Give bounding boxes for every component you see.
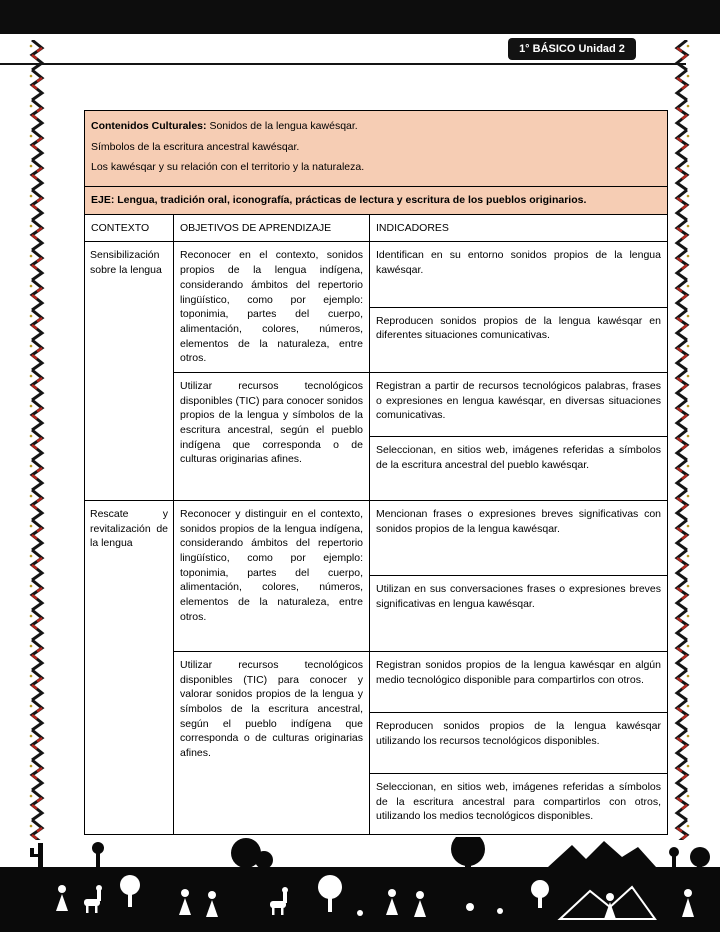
cultural-contents-row — [85, 111, 667, 187]
context-cell: Sensibilización sobre la lengua — [90, 249, 162, 277]
indicator-cell: Mencionan frases o expresiones breves significativas con sonidos propios de la lengua kawésqar. — [370, 501, 667, 577]
header-contexto: CONTEXTO — [91, 221, 150, 234]
context-cell: Rescate y revitalización de la lengua — [90, 507, 168, 550]
header-rule — [0, 63, 686, 65]
indicator-cell: Seleccionan, en sitios web, imágenes referidas a símbolos de la escritura ancestral del pueblo kawésqar. — [376, 443, 661, 471]
table-group-rescate — [85, 501, 667, 834]
top-bar — [0, 0, 720, 34]
unit-badge — [508, 38, 636, 60]
indicator-cell: Identifican en su entorno sonidos propios de la lengua kawésqar. — [370, 242, 667, 307]
objective-block — [173, 652, 667, 834]
footer-illustration — [0, 837, 720, 932]
tree-and-mountain-silhouettes — [30, 837, 710, 869]
table-header-row — [85, 215, 667, 243]
objective-cell: Reconocer en el contexto, sonidos propios de la lengua indígena, considerando ámbitos del repertorio lingüístico, como por ejemplo: toponimia, partes del cuerpo, alimentación, colores, números, elementos de la naturaleza, entre otros. — [173, 242, 369, 372]
objective-block — [173, 373, 667, 500]
objective-block — [173, 242, 667, 373]
objective-cell: Utilizar recursos tecnológicos disponibles (TIC) para conocer sonidos propios de la lengua y símbolos de la escritura ancestral, según el pueblo indígena que corresponda o de culturas originarias afines. — [173, 373, 369, 500]
eje-row: EJE: Lengua, tradición oral, iconografía, prácticas de lectura y escritura de los pueblos originarios. — [85, 187, 667, 215]
cultural-contents-label: Contenidos Culturales: — [91, 120, 207, 132]
objective-cell: Reconocer y distinguir en el contexto, sonidos propios de la lengua indígena, considerando ámbitos del repertorio lingüístico, como por ejemplo: toponimia, partes del cuerpo, alimentación, colores, números, elementos de la naturaleza, entre otros. — [173, 501, 369, 651]
header-objetivos: OBJETIVOS DE APRENDIZAJE — [173, 215, 369, 242]
indicator-cell: Reproducen sonidos propios de la lengua kawésqar en diferentes situaciones comunicativas. — [376, 314, 661, 342]
cultural-contents-line-1: Sonidos de la lengua kawésqar. — [209, 120, 358, 132]
objective-block — [173, 501, 667, 652]
indicator-cell: Registran a partir de recursos tecnológicos palabras, frases o expresiones en lengua kawésqar, en diversas situaciones comunicativas. — [370, 373, 667, 437]
indicator-cell: Seleccionan, en sitios web, imágenes referidas a símbolos de la escritura ancestral para compartirlos con otros, utilizando los medios tecnológicos disponibles. — [376, 780, 661, 823]
indicator-cell: Utilizan en sus conversaciones frases o expresiones breves significativas en lengua kawésqar. — [376, 583, 661, 611]
decorative-border-right — [672, 40, 692, 840]
curriculum-table — [84, 110, 668, 835]
header-indicadores: INDICADORES — [369, 215, 667, 242]
indicator-cell: Registran sonidos propios de la lengua kawésqar en algún medio tecnológico disponible para compartirlos con otros. — [370, 652, 667, 713]
decorative-border-left — [27, 40, 47, 840]
cultural-contents-line-2: Símbolos de la escritura ancestral kawésqar. — [91, 140, 300, 153]
cultural-contents-line-3: Los kawésqar y su relación con el territorio y la naturaleza. — [91, 161, 365, 174]
unit-badge-label: 1° BÁSICO Unidad 2 — [519, 43, 625, 55]
objective-cell: Utilizar recursos tecnológicos disponibles (TIC) para conocer y valorar sonidos propios de la lengua y símbolos de la escritura ancestral, según el pueblo indígena que corresponda o de culturas originarias afines. — [173, 652, 369, 834]
indicator-cell: Reproducen sonidos propios de la lengua kawésqar utilizando los recursos tecnológicos disponibles. — [370, 713, 667, 774]
table-group-sensibilizacion — [85, 242, 667, 501]
